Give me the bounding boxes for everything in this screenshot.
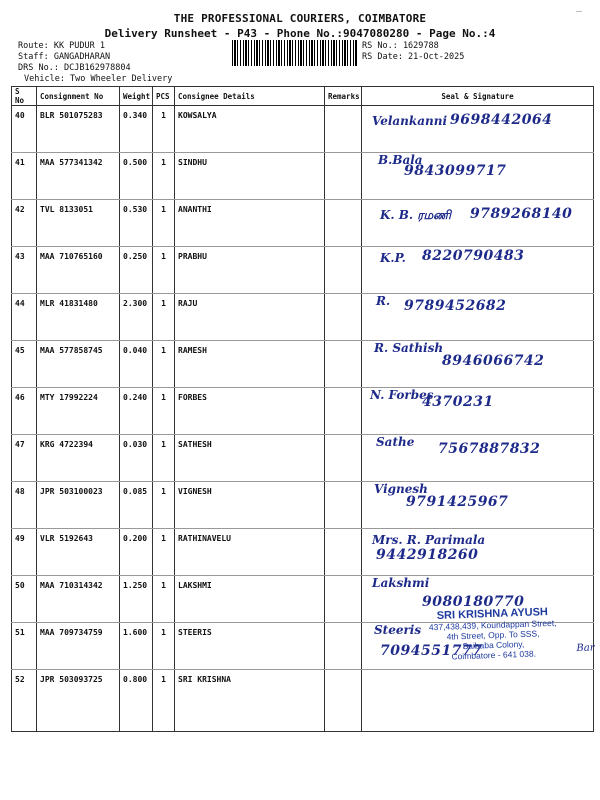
signature-cell bbox=[362, 247, 594, 294]
weight: 0.040 bbox=[120, 341, 153, 388]
consignee-name: SINDHU bbox=[175, 153, 325, 200]
row-sno: 50 bbox=[12, 576, 37, 623]
pcs: 1 bbox=[153, 247, 175, 294]
handwritten-phone: 9442918260 bbox=[376, 547, 479, 563]
handwritten-signature: K.P. bbox=[380, 251, 406, 265]
handwritten-signature: Steeris bbox=[374, 623, 422, 637]
pcs: 1 bbox=[153, 623, 175, 670]
pcs: 1 bbox=[153, 482, 175, 529]
row-sno: 52 bbox=[12, 670, 37, 732]
signature-cell bbox=[362, 294, 594, 341]
barcode bbox=[232, 40, 357, 66]
handwritten-phone: 9789452682 bbox=[404, 298, 507, 314]
pcs: 1 bbox=[153, 153, 175, 200]
handwritten-phone: 7094551777 bbox=[380, 643, 483, 659]
handwritten-phone: 7567887832 bbox=[438, 441, 541, 457]
consignee-name: ANANTHI bbox=[175, 200, 325, 247]
staff-label: Staff: GANGADHARAN bbox=[18, 52, 111, 62]
table-row bbox=[12, 670, 594, 732]
remarks-cell bbox=[325, 435, 362, 482]
row-sno: 49 bbox=[12, 529, 37, 576]
remarks-cell bbox=[325, 482, 362, 529]
consignee-name: STEERIS bbox=[175, 623, 325, 670]
row-sno: 51 bbox=[12, 623, 37, 670]
row-sno: 40 bbox=[12, 106, 37, 153]
table-row bbox=[12, 341, 594, 388]
consignee-name: SRI KRISHNA bbox=[175, 670, 325, 732]
row-sno: 41 bbox=[12, 153, 37, 200]
handwritten-phone: 9789268140 bbox=[470, 206, 573, 222]
consignee-name: RATHINAVELU bbox=[175, 529, 325, 576]
pcs: 1 bbox=[153, 576, 175, 623]
col-header-remarks: Remarks bbox=[325, 87, 362, 106]
row-sno: 42 bbox=[12, 200, 37, 247]
rs-number: RS No.: 1629788 bbox=[362, 41, 439, 51]
remarks-cell bbox=[325, 341, 362, 388]
weight: 1.600 bbox=[120, 623, 153, 670]
consignment-no: MAA 710765160 bbox=[37, 247, 120, 294]
seal-stamp bbox=[397, 605, 595, 664]
consignment-no: MAA 577858745 bbox=[37, 341, 120, 388]
row-sno: 48 bbox=[12, 482, 37, 529]
row-sno: 45 bbox=[12, 341, 37, 388]
consignment-no: JPR 503100023 bbox=[37, 482, 120, 529]
consignee-name: RAJU bbox=[175, 294, 325, 341]
vehicle-label: Vehicle: Two Wheeler Delivery bbox=[24, 74, 173, 84]
pcs: 1 bbox=[153, 200, 175, 247]
consignment-no: JPR 503093725 bbox=[37, 670, 120, 732]
weight: 0.500 bbox=[120, 153, 153, 200]
consignee-name: RAMESH bbox=[175, 341, 325, 388]
handwritten-signature: Vignesh bbox=[374, 482, 428, 496]
weight: 0.085 bbox=[120, 482, 153, 529]
stamp-signature: Bar bbox=[576, 642, 595, 655]
col-header-pcs: PCS bbox=[153, 87, 175, 106]
handwritten-phone: 9791425967 bbox=[406, 494, 509, 510]
signature-cell bbox=[362, 435, 594, 482]
consignee-name: PRABHU bbox=[175, 247, 325, 294]
pcs: 1 bbox=[153, 106, 175, 153]
pcs: 1 bbox=[153, 341, 175, 388]
weight: 2.300 bbox=[120, 294, 153, 341]
weight: 0.250 bbox=[120, 247, 153, 294]
weight: 0.200 bbox=[120, 529, 153, 576]
signature-cell bbox=[362, 200, 594, 247]
signature-cell bbox=[362, 482, 594, 529]
stamp-name: SRI KRISHNA AYUSH bbox=[436, 606, 549, 622]
handwritten-phone: 8946066742 bbox=[442, 353, 545, 369]
weight: 0.240 bbox=[120, 388, 153, 435]
corner-mark: — bbox=[575, 6, 582, 17]
handwritten-signature: R. Sathish bbox=[374, 341, 444, 355]
remarks-cell bbox=[325, 200, 362, 247]
table-row bbox=[12, 482, 594, 529]
row-sno: 46 bbox=[12, 388, 37, 435]
col-header-weight: Weight bbox=[120, 87, 153, 106]
handwritten-signature: Sathe bbox=[376, 435, 415, 449]
remarks-cell bbox=[325, 153, 362, 200]
pcs: 1 bbox=[153, 529, 175, 576]
remarks-cell bbox=[325, 106, 362, 153]
handwritten-signature: N. Forbes bbox=[370, 388, 434, 402]
consignment-no: BLR 501075283 bbox=[37, 106, 120, 153]
pcs: 1 bbox=[153, 670, 175, 732]
pcs: 1 bbox=[153, 294, 175, 341]
drs-number: DRS No.: DCJB162978804 bbox=[18, 63, 131, 73]
remarks-cell bbox=[325, 294, 362, 341]
stamp-address-line: Coimbatore - 641 038. bbox=[451, 648, 537, 662]
handwritten-signature: Lakshmi bbox=[372, 576, 430, 590]
consignment-no: VLR 5192643 bbox=[37, 529, 120, 576]
signature-cell bbox=[362, 153, 594, 200]
table-row bbox=[12, 435, 594, 482]
table-row bbox=[12, 529, 594, 576]
handwritten-signature: K. B. ரமணி bbox=[380, 208, 451, 222]
consignee-name: VIGNESH bbox=[175, 482, 325, 529]
handwritten-phone: 9080180770 bbox=[422, 594, 525, 610]
pcs: 1 bbox=[153, 435, 175, 482]
stamp-address-line: Saibaba Colony, bbox=[462, 638, 525, 652]
signature-cell bbox=[362, 341, 594, 388]
handwritten-phone: 4370231 bbox=[422, 394, 494, 410]
remarks-cell bbox=[325, 529, 362, 576]
table-row bbox=[12, 247, 594, 294]
stamp-address-line: 437,438,439, Koundappan Street, bbox=[428, 617, 557, 633]
route-label: Route: KK PUDUR 1 bbox=[18, 41, 105, 51]
consignment-no: MTY 17992224 bbox=[37, 388, 120, 435]
table-row bbox=[12, 106, 594, 153]
remarks-cell bbox=[325, 388, 362, 435]
pcs: 1 bbox=[153, 388, 175, 435]
company-title: THE PROFESSIONAL COURIERS, COIMBATORE bbox=[173, 12, 427, 25]
weight: 1.250 bbox=[120, 576, 153, 623]
handwritten-phone: 9698442064 bbox=[450, 112, 553, 128]
remarks-cell bbox=[325, 670, 362, 732]
remarks-cell bbox=[325, 247, 362, 294]
table-row bbox=[12, 153, 594, 200]
handwritten-signature: R. bbox=[376, 294, 391, 308]
consignee-name: SATHESH bbox=[175, 435, 325, 482]
consignee-name: LAKSHMI bbox=[175, 576, 325, 623]
consignment-no: TVL 8133051 bbox=[37, 200, 120, 247]
table-row bbox=[12, 294, 594, 341]
handwritten-phone: 9843099717 bbox=[404, 163, 507, 179]
col-header-signature: Seal & Signature bbox=[362, 87, 594, 106]
row-sno: 44 bbox=[12, 294, 37, 341]
row-sno: 43 bbox=[12, 247, 37, 294]
weight: 0.800 bbox=[120, 670, 153, 732]
table-header-row bbox=[12, 87, 594, 106]
weight: 0.340 bbox=[120, 106, 153, 153]
consignment-no: MAA 577341342 bbox=[37, 153, 120, 200]
col-header-consignment: Consignment No bbox=[37, 87, 120, 106]
consignee-name: FORBES bbox=[175, 388, 325, 435]
runsheet-subtitle: Delivery Runsheet - P43 - Phone No.:9047080280 - Page No.:4 bbox=[104, 27, 496, 40]
signature-cell bbox=[362, 106, 594, 153]
table-row bbox=[12, 388, 594, 435]
stamp-address-line: 4th Street, Opp. To SSS, bbox=[446, 628, 540, 642]
consignee-name: KOWSALYA bbox=[175, 106, 325, 153]
table-row bbox=[12, 200, 594, 247]
handwritten-phone: 8220790483 bbox=[422, 248, 525, 264]
remarks-cell bbox=[325, 576, 362, 623]
weight: 0.530 bbox=[120, 200, 153, 247]
rs-date: RS Date: 21-Oct-2025 bbox=[362, 52, 465, 62]
remarks-cell bbox=[325, 623, 362, 670]
row-sno: 47 bbox=[12, 435, 37, 482]
col-header-consignee: Consignee Details bbox=[175, 87, 325, 106]
signature-cell bbox=[362, 388, 594, 435]
consignment-no: MAA 710314342 bbox=[37, 576, 120, 623]
signature-cell bbox=[362, 670, 594, 732]
signature-cell bbox=[362, 529, 594, 576]
handwritten-signature: Velankanni bbox=[372, 114, 447, 128]
consignment-no: MLR 41831480 bbox=[37, 294, 120, 341]
handwritten-signature: Mrs. R. Parimala bbox=[372, 533, 486, 547]
consignment-no: KRG 4722394 bbox=[37, 435, 120, 482]
weight: 0.030 bbox=[120, 435, 153, 482]
consignment-no: MAA 709734759 bbox=[37, 623, 120, 670]
col-header-sno: S No bbox=[12, 87, 37, 106]
handwritten-signature: B.Bala bbox=[378, 153, 423, 167]
